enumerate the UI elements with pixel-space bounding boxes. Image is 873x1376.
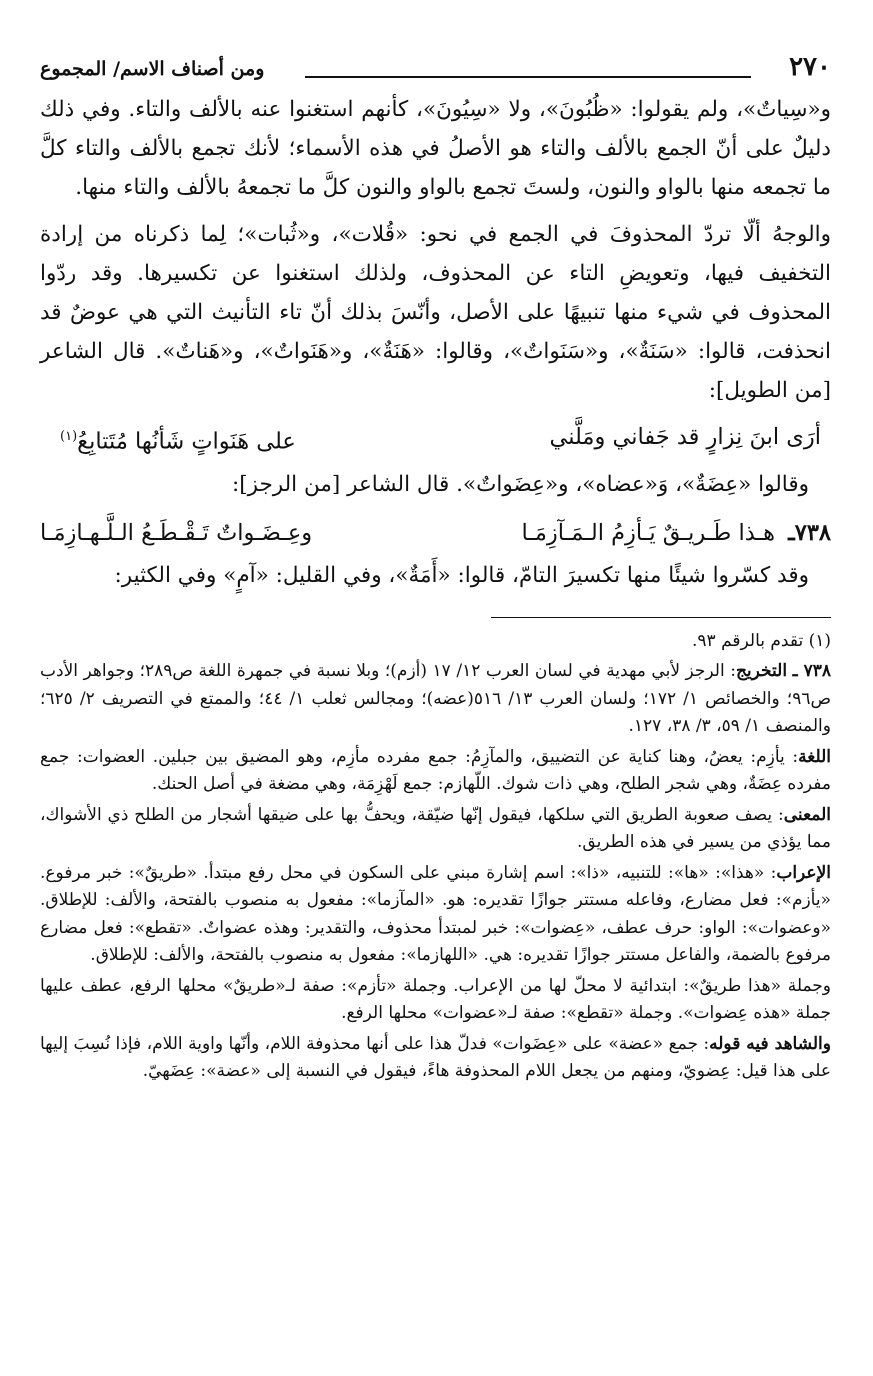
maana-text: : يصف صعوبة الطريق التي سلكها، فيقول إنّها ضيّقة، ويحفُّ بها على ضيقها أشجار من الطلح ذي الأشواك، مما يؤذي من يسير في هذه الطريق.	[40, 804, 831, 852]
verse-738-first-hemistich: هـذا طَـريـقٌ يَـأزِمُ الـمَـآزِمَـا	[521, 519, 775, 546]
maana-label: المعنى	[783, 804, 831, 825]
verse-1-second-hemistich: على هَنَواتٍ شَأنُها مُتَتابِعُ	[77, 428, 296, 455]
lugha-text: : يأزِم: يعضُ، وهنا كناية عن التضييق، والمآزِمُ: جمع مفرده مأزِم، وهو المضيق بين جبلين. العضوات: جمع مفرده عِضَةٌ، وهي شجر الطلح، وهي ذات شوك. اللّهازم: جمع لَهْزِمَة، وهي مضغة في أصل الحنك.	[40, 746, 831, 794]
verse-738-first-wrap	[521, 510, 831, 556]
header-rule	[305, 76, 751, 78]
shahid-label: والشاهد فيه قوله	[709, 1033, 831, 1054]
verse-738-second-hemistich: وعِـضَـواتٌ تَـقْـطَـعُ الـلَّـهـازِمَـا	[40, 519, 313, 546]
takhrij-text: : الرجز لأبي مهدية في لسان العرب ١٢/ ١٧ (أزم)؛ وبلا نسبة في جمهرة اللغة ص٢٨٩؛ وجواهر الأدب ص٩٦؛ والخصائص ١/ ١٧٢؛ ولسان العرب ١٣/ ٥١٦(عضه)؛ ومجالس ثعلب ١/ ٤٤؛ والممتع في التصريف ٢/ ٦٢٥؛ والمنصف ١/ ٥٩، ٣/ ٣٨، ١٢٧.	[40, 661, 832, 736]
running-title: ومن أصناف الاسم/ المجموع	[40, 58, 265, 80]
shahid-text: : جمع «عضة» على «عِضَوات» فدلّ هذا على أنها محذوفة اللام، وأنّها واوية اللام، فإذا نُسِبَ إليها على هذا قيل: عِضويّ، ومنهم من يجعل اللام المحذوفة هاءً، فيقول في النسبة إلى «عضة»: عِضَهيّ.	[40, 1033, 831, 1081]
paragraph-1: و«سِياتٌ»، ولم يقولوا: «ظُبُونَ»، ولا «سِيُونَ»، كأنهم استغنوا عنه بالألف والتاء. وفي ذلك دليلٌ على أنّ الجمع بالألف والتاء هو الأصلُ في هذه الأسماء؛ لأنك تجمع بالألف والتاء كلَّ ما تجمعه منها بالواو والنون، ولستَ تجمع بالواو والنون كلَّ ما تجمعهُ بالألف والتاء منها.	[40, 97, 831, 200]
verse-1-first-hemistich: أرَى ابنَ نِزارٍ قد جَفاني ومَلَّني	[549, 424, 821, 450]
paragraph-2: والوجهُ ألّا تردّ المحذوفَ في الجمع في نحو: «قُلات»، و«ثُبات»؛ لِما ذكرناه من إرادة التخفيف فيها، وتعويضِ التاء عن المحذوف، ولذلك استغنوا عن تكسيرها. وقد ردّوا المحذوف في شيء منها تنبيهًا على الأصل، وأنّسَ بذلك أنّ تاء التأنيث التي هي عوضٌ قد انحذفت، قالوا: «سَنَةٌ»، و«سَنَواتٌ»، وقالوا: «هَنَةٌ»، و«هَنَواتٌ»، و«هَناتٌ». قال الشاعر [من الطويل]:	[40, 222, 831, 403]
footnote-1: (١) تقدم بالرقم ٩٣.	[692, 630, 831, 651]
verse-number: ٧٣٨ـ	[788, 519, 831, 546]
page-number: ٢٧٠	[789, 52, 831, 82]
maana-note	[40, 802, 831, 857]
lugha-note	[40, 744, 831, 799]
shahid-note	[40, 1031, 831, 1086]
footnote-separator	[491, 617, 831, 618]
line-after-verse-2: وقد كسّروا شيئًا منها تكسيرَ التامّ، قالوا: «أَمَةٌ»، وفي القليل: «آمٍ» وفي الكثير:	[114, 562, 809, 588]
footnote-marker: (١)	[60, 429, 78, 444]
footnotes	[40, 628, 831, 1086]
takhrij-number: ٧٣٨ ـ	[792, 661, 831, 681]
verse-1	[40, 414, 831, 465]
irab-label: الإعراب	[776, 862, 831, 883]
jumla-note: وجملة «هذا طريقٌ»: ابتدائية لا محلّ لها من الإعراب. وجملة «تأزم»: صفة لـ«طريقٌ» محلها الرفع، عطف عليها جملة «هذه عِضوات». وجملة «تقطع»: صفة لـ«عضوات» محلها الرفع.	[40, 975, 831, 1023]
takhrij-label: التخريج	[735, 661, 788, 681]
verse-738	[40, 510, 831, 556]
verse-1-second-hemistich-wrap	[60, 414, 296, 465]
page-header	[40, 52, 831, 90]
irab-text: : «هذا»: «ها»: للتنبيه، «ذا»: اسم إشارة مبني على السكون في محل رفع مبتدأ. «طريقٌ»: خبر مرفوع. «يأزم»: فعل مضارع، وفاعله مستتر جوازًا تقديره: هو. «المآزما»: مفعول به منصوب بالفتحة، والألف: للإطلاق. «وعضوات»: الواو: حرف عطف، «عِضوات»: خبر لمبتدأ محذوف، والتقدير: وهذه عضواتٌ. «تقطع»: فعل مضارع مرفوع بالضمة، والفاعل مستتر جوازًا تقديره: هي. «اللهازما»: مفعول به منصوب بالفتحة، والألف: للإطلاق.	[40, 862, 831, 965]
irab-note	[40, 860, 831, 970]
lugha-label: اللغة	[798, 746, 831, 767]
main-text	[40, 90, 831, 595]
line-after-verse-1: وقالوا «عِضَةٌ»، وَ«عضاه»، و«عِضَواتٌ». قال الشاعر [من الرجز]:	[231, 471, 809, 497]
takhrij-note	[40, 658, 831, 741]
